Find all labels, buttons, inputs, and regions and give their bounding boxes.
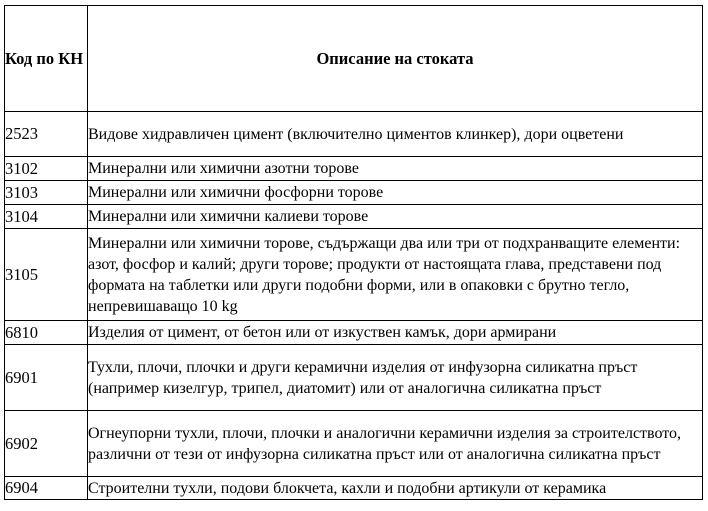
row-code: 3104 xyxy=(5,205,88,229)
row-code: 2523 xyxy=(5,112,88,157)
row-description: Изделия от цимент, от бетон или от изкуствен камък, дори армирани xyxy=(88,321,703,345)
cn-goods-table xyxy=(4,5,703,500)
row-code: 3103 xyxy=(5,181,88,205)
row-description: Видове хидравличен цимент (включително циментов клинкер), дори оцветени xyxy=(88,112,703,157)
row-code: 3102 xyxy=(5,157,88,181)
row-description: Огнеупорни тухли, плочи, плочки и аналогични керамични изделия за строителството, различни от тези от инфузорна силикатна пръст или от аналогична силикатна пръст xyxy=(88,411,703,477)
table-row xyxy=(5,345,703,411)
row-description: Минерални или химични калиеви торове xyxy=(88,205,703,229)
table-row xyxy=(5,112,703,157)
row-code: 6901 xyxy=(5,345,88,411)
row-code: 6904 xyxy=(5,477,88,500)
table-row xyxy=(5,411,703,477)
table-row xyxy=(5,229,703,321)
header-code: Код по КН xyxy=(5,6,88,112)
table-row xyxy=(5,477,703,500)
header-description: Описание на стоката xyxy=(88,6,703,112)
table-row xyxy=(5,157,703,181)
row-description: Тухли, плочи, плочки и други керамични изделия от инфузорна силикатна пръст (например кизелгур, трипел, диатомит) или от аналогична силикатна пръст xyxy=(88,345,703,411)
table-row xyxy=(5,181,703,205)
row-description: Минерални или химични фосфорни торове xyxy=(88,181,703,205)
row-description: Строителни тухли, подови блокчета, кахли и подобни артикули от керамика xyxy=(88,477,703,500)
row-description: Минерални или химични торове, съдържащи два или три от подхранващите елементи: азот, фосфор и калий; други торове; продукти от настоящата глава, представени под формата на таблетки или други подобни форми, или в опаковки с брутно тегло, непревишаващо 10 kg xyxy=(88,229,703,321)
row-code: 3105 xyxy=(5,229,88,321)
table-row xyxy=(5,205,703,229)
row-code: 6902 xyxy=(5,411,88,477)
table-header-row xyxy=(5,6,703,112)
row-description: Минерални или химични азотни торове xyxy=(88,157,703,181)
table-row xyxy=(5,321,703,345)
row-code: 6810 xyxy=(5,321,88,345)
